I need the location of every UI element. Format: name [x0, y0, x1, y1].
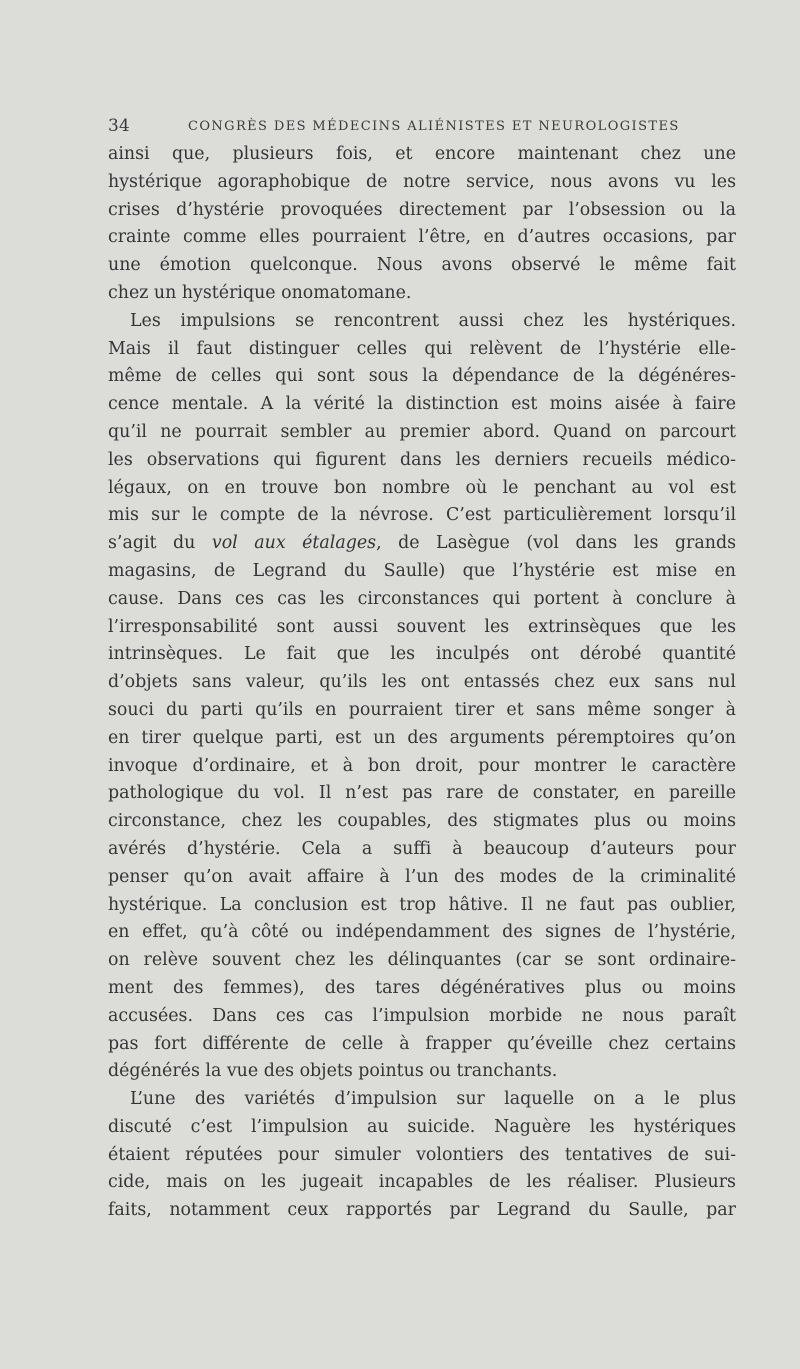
text-line: même de celles qui sont sous la dépendance de la dégénéres-: [108, 366, 736, 387]
body-text: [108, 141, 736, 1225]
text-line: Mais il faut distinguer celles qui relèvent de l’hystérie elle-: [108, 338, 736, 359]
text-line: souci du parti qu’ils en pourraient tirer et sans même songer à: [108, 699, 736, 720]
text-line: mis sur le compte de la névrose. C’est particulièrement lorsqu’il: [108, 505, 736, 526]
text-line: crises d’hystérie provoquées directement par l’obsession ou la: [108, 199, 736, 220]
text-line: chez un hystérique onomatomane.: [108, 282, 412, 303]
text-line: intrinsèques. Le fait que les inculpés ont dérobé quantité: [108, 644, 736, 665]
text-line: l’irresponsabilité sont aussi souvent les extrinsèques que les: [108, 616, 736, 637]
text-line: en tirer quelque parti, est un des arguments péremptoires qu’on: [108, 727, 736, 748]
text-line: avérés d’hystérie. Cela a suffi à beaucoup d’auteurs pour: [108, 838, 736, 859]
text-line: crainte comme elles pourraient l’être, en d’autres occasions, par: [108, 227, 736, 248]
text-line: ment des femmes), des tares dégénératives plus ou moins: [108, 977, 736, 998]
text-line: discuté c’est l’impulsion au suicide. Naguère les hystériques: [108, 1116, 736, 1137]
text-line: d’objets sans valeur, qu’ils les ont entassés chez eux sans nul: [108, 672, 736, 693]
text-line: penser qu’on avait affaire à l’un des modes de la criminalité: [108, 866, 736, 887]
text-line: hystérique agoraphobique de notre service, nous avons vu les: [108, 171, 736, 192]
page-number: 34: [108, 116, 130, 136]
text-line: légaux, on en trouve bon nombre où le penchant au vol est: [108, 477, 736, 498]
text-line: qu’il ne pourrait sembler au premier abord. Quand on parcourt: [108, 421, 736, 442]
line-text-after: , de Lasègue (vol dans les grands: [376, 533, 736, 554]
paragraph-first-line: L’une des variétés d’impulsion sur laquelle on a le plus: [130, 1089, 736, 1110]
text-line: en effet, qu’à côté ou indépendamment des signes de l’hystérie,: [108, 922, 736, 943]
text-line: faits, notamment ceux rapportés par Legrand du Saulle, par: [108, 1200, 736, 1221]
text-line: ainsi que, plusieurs fois, et encore maintenant chez une: [108, 144, 736, 164]
text-line: étaient réputées pour simuler volontiers des tentatives de sui-: [108, 1144, 736, 1165]
text-line: pathologique du vol. Il n’est pas rare de constater, en pareille: [108, 783, 736, 804]
text-line: dégénérés la vue des objets pointus ou tranchants.: [108, 1061, 558, 1082]
text-line: circonstance, chez les coupables, des stigmates plus ou moins: [108, 811, 736, 832]
text-line: hystérique. La conclusion est trop hâtive. Il ne faut pas oublier,: [108, 894, 736, 915]
text-line: pas fort différente de celle à frapper qu’éveille chez certains: [108, 1033, 736, 1054]
paragraph-first-line: Les impulsions se rencontrent aussi chez les hystériques.: [130, 310, 736, 331]
text-line: invoque d’ordinaire, et à bon droit, pour montrer le caractère: [108, 755, 736, 776]
text-line-with-italic: [108, 530, 736, 558]
page-header: [108, 116, 688, 138]
text-line: magasins, de Legrand du Saulle) que l’hystérie est mise en: [108, 560, 736, 581]
text-line: les observations qui figurent dans les derniers recueils médico-: [108, 449, 736, 470]
running-head: CONGRÈS DES MÉDECINS ALIÉNISTES ET NEUROLOGISTES: [188, 119, 680, 134]
italic-term: vol aux étalages: [211, 533, 377, 554]
text-line: cence mentale. A la vérité la distinction est moins aisée à faire: [108, 394, 736, 415]
text-line: une émotion quelconque. Nous avons observé le même fait: [108, 255, 736, 276]
text-line: accusées. Dans ces cas l’impulsion morbide ne nous paraît: [108, 1005, 736, 1026]
text-line: cause. Dans ces cas les circonstances qui portent à conclure à: [108, 588, 736, 609]
text-line: on relève souvent chez les délinquantes (car se sont ordinaire-: [108, 950, 736, 971]
text-line: cide, mais on les jugeait incapables de les réaliser. Plusieurs: [108, 1172, 736, 1193]
line-text-before: s’agit du: [108, 533, 212, 554]
